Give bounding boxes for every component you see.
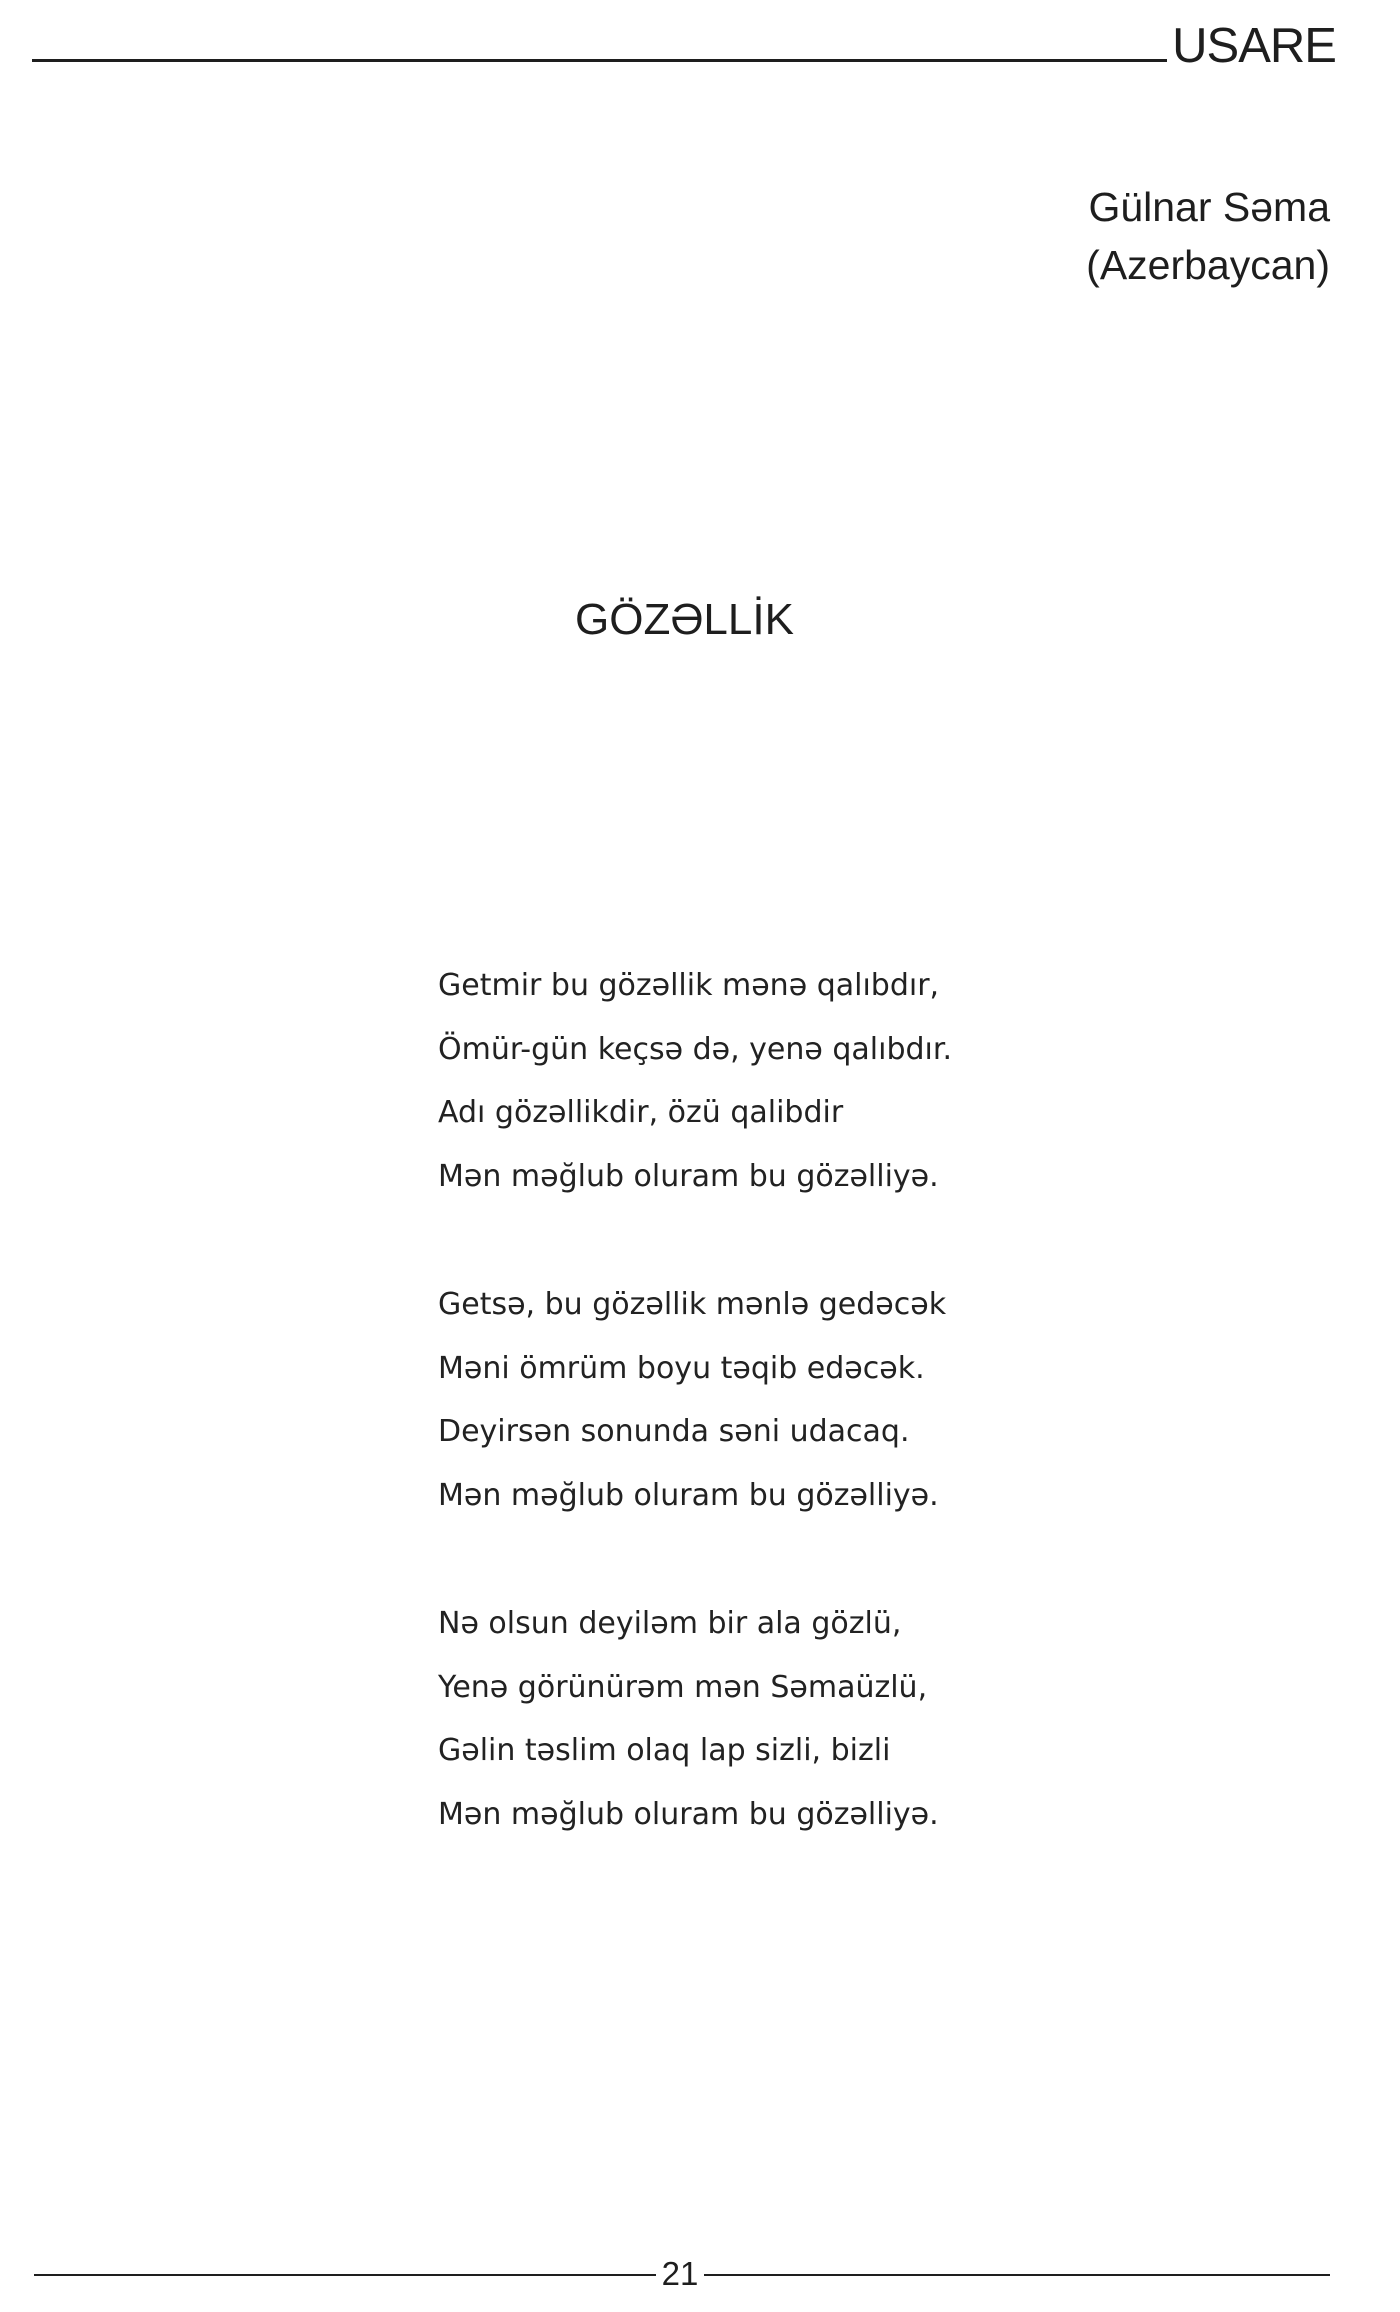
footer-rule-left [34, 2274, 656, 2276]
poem-title: GÖZƏLLİK [575, 595, 794, 644]
poem-line: Getmir bu gözəllik mənə qalıbdır, [438, 968, 940, 1003]
stanza-1 [438, 962, 952, 1216]
poem-line: Mən məğlub oluram bu gözəlliyə. [438, 1477, 939, 1513]
poem-body [438, 962, 952, 1854]
journal-name: USARE [1172, 19, 1336, 73]
poem-line: Mən məğlub oluram bu gözəlliyə. [438, 1796, 939, 1832]
poem-line: Deyirsən sonunda səni udacaq. [438, 1414, 910, 1449]
poem-line: Məni ömrüm boyu təqib edəcək. [438, 1350, 925, 1386]
poem-line: Adı gözəllikdir, özü qalibdir [438, 1095, 844, 1130]
header-rule [32, 59, 1167, 62]
poem-line: Mən məğlub oluram bu gözəlliyə. [438, 1158, 939, 1194]
footer-rule-right [704, 2274, 1330, 2276]
poem-line: Yenə görünürəm mən Səmaüzlü, [438, 1669, 928, 1705]
poem-line: Nə olsun deyiləm bir ala gözlü, [438, 1606, 902, 1641]
page-number: 21 [661, 2255, 699, 2292]
author-country: (Azerbaycan) [1086, 242, 1330, 288]
poem-line: Getsə, bu gözəllik mənlə gedəcək [438, 1287, 947, 1322]
stanza-3 [438, 1600, 952, 1854]
poem-line: Ömür-gün keçsə də, yenə qalıbdır. [438, 1031, 952, 1067]
poem-line: Gəlin təslim olaq lap sizli, bizli [438, 1733, 891, 1768]
author-block [1086, 178, 1330, 294]
stanza-2 [438, 1281, 952, 1535]
author-name: Gülnar Səma [1088, 184, 1330, 230]
